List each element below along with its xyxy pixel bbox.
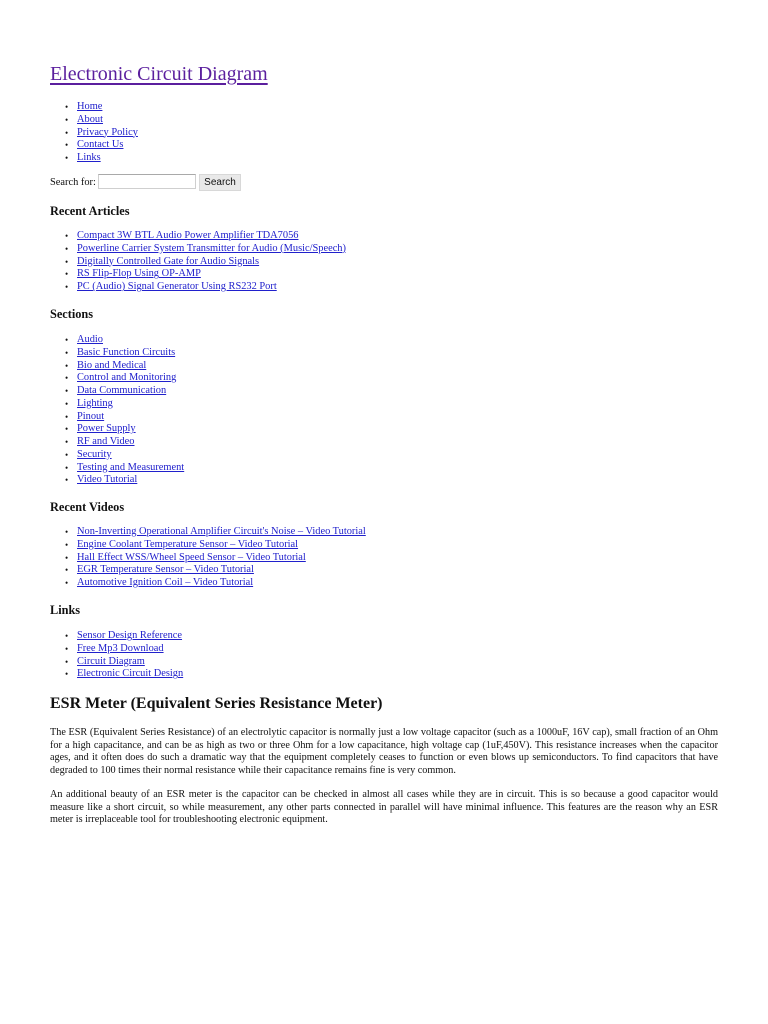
bullet-icon: • (65, 231, 69, 241)
article-paragraph: An additional beauty of an ESR meter is the capacitor can be checked in almost all cases while they are in circuit. This is so because a good capacitor would measure like a short circuit, so while measurement, any other parts connected in parallel will have minimal influence. This features are the reason why an ESR meter is irreplaceable tool for troubleshooting electronic equipment. (50, 789, 718, 826)
recent-videos-list (50, 526, 366, 590)
recent-video-link[interactable]: EGR Temperature Sensor – Video Tutorial (77, 564, 254, 576)
bullet-icon: • (65, 127, 69, 138)
list-item (50, 668, 183, 681)
list-item (50, 552, 366, 565)
list-item (50, 347, 184, 360)
site-title-link[interactable]: Electronic Circuit Diagram (50, 63, 268, 85)
external-link[interactable]: Free Mp3 Download (77, 642, 164, 654)
recent-article-link[interactable]: Powerline Carrier System Transmitter for Audio (Music/Speech) (77, 242, 346, 254)
recent-video-link[interactable]: Non-Inverting Operational Amplifier Circuit's Noise – Video Tutorial (77, 526, 366, 537)
bullet-icon: • (65, 631, 69, 641)
nav-link-links[interactable]: Links (77, 152, 101, 163)
recent-article-link[interactable]: Digitally Controlled Gate for Audio Signals (77, 255, 260, 267)
recent-article-link[interactable]: PC (Audio) Signal Generator Using RS232 Port (77, 281, 277, 292)
sections-list (50, 334, 184, 487)
list-item (50, 423, 184, 436)
nav-item-contact-us (50, 139, 138, 152)
section-link-bio-and-medical[interactable]: Bio and Medical (77, 359, 147, 371)
list-item (50, 449, 184, 462)
bullet-icon: • (65, 398, 69, 409)
section-link-power-supply[interactable]: Power Supply (77, 423, 136, 435)
section-link-control-and-monitoring[interactable]: Control and Monitoring (77, 372, 177, 384)
search-button[interactable]: Search (199, 174, 241, 191)
bullet-icon: • (65, 114, 69, 125)
section-link-security[interactable]: Security (77, 448, 112, 460)
bullet-icon: • (65, 347, 69, 358)
bullet-icon: • (65, 360, 69, 371)
bullet-icon: • (65, 373, 69, 384)
recent-article-link[interactable]: RS Flip-Flop Using OP-AMP (77, 268, 201, 280)
bullet-icon: • (65, 411, 69, 422)
list-item (50, 398, 184, 411)
section-link-video-tutorial[interactable]: Video Tutorial (77, 474, 138, 486)
bullet-icon: • (65, 462, 69, 473)
bullet-icon: • (65, 565, 69, 576)
bullet-icon: • (65, 282, 69, 292)
list-item (50, 462, 184, 475)
bullet-icon: • (65, 643, 69, 654)
article-paragraph: The ESR (Equivalent Series Resistance) of an electrolytic capacitor is normally just a low voltage capacitor (such as a 1000uF, 16V cap), small fraction of an Ohm for a high capacitance, and can be as high as two or three Ohm for a low capacitance, high voltage cap (1uF,450V). This resistance increases when the capacitor ages, and it often does do such a dramatic way that the equipment completely ceases to function or even blows up semiconductors. To find capacitors that have degraded to 100 times their normal resistance while their capacitance remains fine is very common. (50, 727, 718, 776)
list-item (50, 268, 346, 281)
recent-articles-list (50, 230, 346, 294)
bullet-icon: • (65, 475, 69, 486)
bullet-icon: • (65, 243, 69, 254)
bullet-icon: • (65, 449, 69, 460)
list-item (50, 643, 183, 656)
nav-item-about (50, 114, 138, 127)
list-item (50, 630, 183, 643)
recent-article-link[interactable]: Compact 3W BTL Audio Power Amplifier TDA7056 (77, 230, 299, 241)
sections-heading: Sections (50, 307, 94, 321)
recent-articles-heading: Recent Articles (50, 204, 130, 218)
external-link[interactable]: Circuit Diagram (77, 655, 145, 667)
bullet-icon: • (65, 552, 69, 563)
nav-link-home[interactable]: Home (77, 101, 103, 112)
bullet-icon: • (65, 539, 69, 550)
external-link[interactable]: Electronic Circuit Design (77, 668, 184, 680)
list-item (50, 334, 184, 347)
recent-videos-heading: Recent Videos (50, 500, 125, 514)
list-item (50, 230, 346, 243)
bullet-icon: • (65, 153, 69, 163)
section-link-testing-and-measurement[interactable]: Testing and Measurement (77, 461, 185, 473)
nav-item-links (50, 152, 138, 165)
nav-link-about[interactable]: About (77, 113, 103, 125)
list-item (50, 436, 184, 449)
list-item (50, 526, 366, 539)
bullet-icon: • (65, 335, 69, 345)
nav-item-home (50, 101, 138, 114)
list-item (50, 474, 184, 487)
nav-link-privacy-policy[interactable]: Privacy Policy (77, 126, 138, 138)
nav-link-contact-us[interactable]: Contact Us (77, 139, 124, 151)
recent-video-link[interactable]: Engine Coolant Temperature Sensor – Video Tutorial (77, 538, 299, 550)
section-link-data-communication[interactable]: Data Communication (77, 385, 167, 396)
bullet-icon: • (65, 669, 69, 680)
nav-item-privacy-policy (50, 127, 138, 140)
bullet-icon: • (65, 386, 69, 396)
list-item (50, 411, 184, 424)
bullet-icon: • (65, 437, 69, 447)
links-heading: Links (50, 603, 81, 617)
section-link-rf-and-video[interactable]: RF and Video (77, 436, 135, 447)
links-list (50, 630, 183, 681)
list-item (50, 372, 184, 385)
bullet-icon: • (65, 578, 69, 588)
section-link-pinout[interactable]: Pinout (77, 410, 105, 422)
bullet-icon: • (65, 256, 69, 267)
recent-video-link[interactable]: Automotive Ignition Coil – Video Tutorial (77, 577, 254, 588)
list-item (50, 360, 184, 373)
bullet-icon: • (65, 269, 69, 280)
section-link-basic-function-circuits[interactable]: Basic Function Circuits (77, 346, 176, 358)
recent-video-link[interactable]: Hall Effect WSS/Wheel Speed Sensor – Video Tutorial (77, 551, 306, 563)
bullet-icon: • (65, 424, 69, 435)
bullet-icon: • (65, 527, 69, 537)
list-item (50, 539, 366, 552)
bullet-icon: • (65, 102, 69, 112)
section-link-lighting[interactable]: Lighting (77, 397, 113, 409)
list-item (50, 577, 366, 590)
article-title: ESR Meter (Equivalent Series Resistance Meter) (50, 695, 383, 712)
search-label: Search for: (50, 177, 96, 188)
section-link-audio[interactable]: Audio (77, 334, 103, 345)
list-item (50, 564, 366, 577)
external-link[interactable]: Sensor Design Reference (77, 630, 183, 641)
list-item (50, 385, 184, 398)
bullet-icon: • (65, 656, 69, 667)
main-nav (50, 101, 138, 165)
list-item (50, 281, 346, 294)
search-input[interactable] (98, 174, 196, 189)
list-item (50, 256, 346, 269)
list-item (50, 243, 346, 256)
bullet-icon: • (65, 140, 69, 151)
list-item (50, 656, 183, 669)
